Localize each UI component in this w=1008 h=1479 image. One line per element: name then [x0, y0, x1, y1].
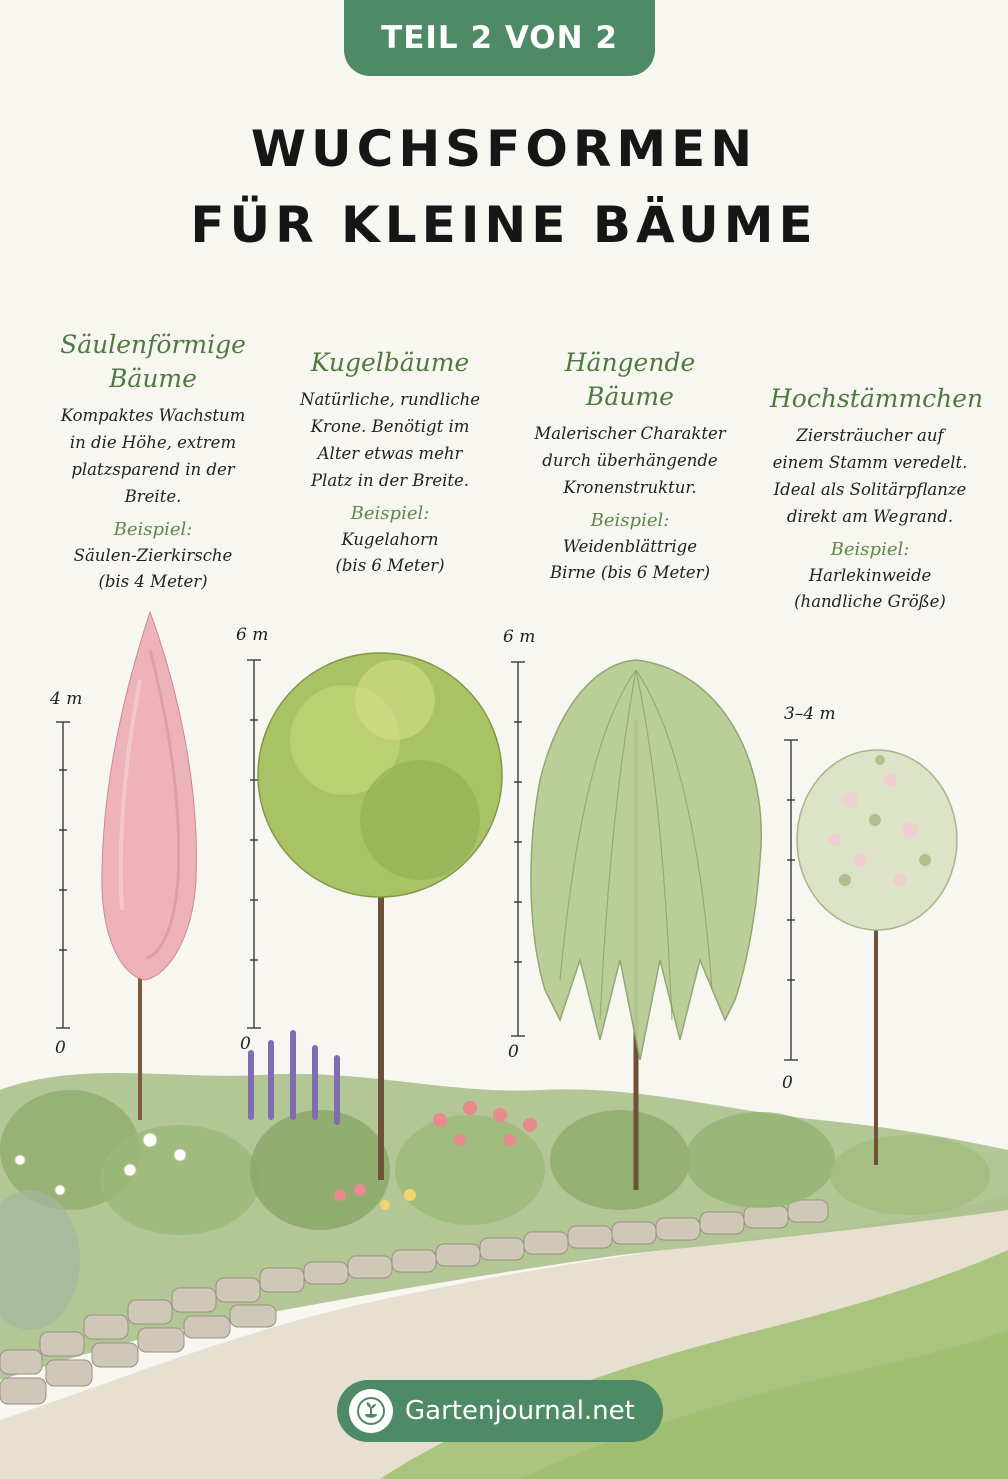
page-title-line-2: FÜR KLEINE BÄUME: [190, 196, 818, 254]
example-line: Säulen-Zierkirsche: [73, 546, 233, 565]
scale-bottom-label: 0: [55, 1038, 66, 1058]
column-standard-trees: [770, 382, 984, 615]
column-description: [58, 402, 248, 510]
example-label: Beispiel:: [830, 539, 910, 560]
column-heading: Kugelbäume: [310, 348, 470, 377]
description-line: platzsparend in der: [71, 460, 235, 479]
scale-top-label: 3–4 m: [784, 704, 836, 724]
description-line: direkt am Wegrand.: [786, 507, 954, 526]
gartenjournal-logo-icon: [349, 1389, 393, 1433]
example-line: (bis 4 Meter): [98, 572, 208, 591]
description-line: Natürliche, rundliche: [300, 390, 480, 409]
description-line: Krone. Benötigt im: [310, 417, 470, 436]
column-heading: Hängende: [564, 348, 696, 377]
example-line: (handliche Größe): [794, 592, 946, 611]
description-line: Kronenstruktur.: [563, 478, 697, 497]
description-line: durch überhängende: [542, 451, 718, 470]
footer-brand-pill[interactable]: [337, 1380, 663, 1442]
example-text: [770, 563, 970, 615]
description-line: Malerischer Charakter: [534, 424, 726, 443]
description-line: in die Höhe, extrem: [69, 433, 237, 452]
scale-bottom-label: 0: [240, 1034, 251, 1054]
column-weeping-trees: [530, 346, 730, 586]
column-heading: Säulenförmige: [60, 330, 246, 359]
column-globe-trees: [290, 346, 490, 579]
page-title-line-1: WUCHSFORMEN: [250, 120, 758, 178]
description-line: einem Stamm veredelt.: [772, 453, 968, 472]
example-label: Beispiel:: [590, 510, 670, 531]
example-label: Beispiel:: [350, 503, 430, 524]
example-line: (bis 6 Meter): [335, 556, 445, 575]
example-text: [290, 527, 490, 579]
scale-bottom-label: 0: [508, 1042, 519, 1062]
part-badge-text: TEIL 2 VON 2: [381, 20, 618, 56]
description-line: Ideal als Solitärpflanze: [773, 480, 967, 499]
description-line: Kompaktes Wachstum: [60, 406, 246, 425]
scale-bottom-label: 0: [782, 1073, 793, 1093]
scale-top-label: 6 m: [236, 625, 269, 645]
description-line: Platz in der Breite.: [310, 471, 470, 490]
columnar-cherry-tree: [102, 612, 197, 1120]
example-line: Kugelahorn: [341, 530, 439, 549]
column-columnar-trees: [58, 328, 248, 595]
description-line: Ziersträucher auf: [796, 426, 944, 445]
example-line: Harlekinweide: [808, 566, 932, 585]
example-line: Weidenblättrige: [562, 537, 698, 556]
example-label: Beispiel:: [113, 519, 193, 540]
harlequin-willow-tree: [797, 750, 957, 1165]
scale-top-label: 6 m: [503, 627, 536, 647]
description-line: Alter etwas mehr: [317, 444, 463, 463]
footer-brand-text: Gartenjournal.net: [405, 1396, 635, 1426]
part-badge: [344, 0, 655, 76]
scale-top-label: 4 m: [50, 689, 83, 709]
example-line: Birne (bis 6 Meter): [549, 563, 711, 582]
column-heading-line-2: Bäume: [109, 364, 197, 393]
example-text: [58, 543, 248, 595]
example-text: [530, 534, 730, 586]
column-description: [770, 422, 970, 530]
column-heading-line-2: Bäume: [586, 382, 674, 411]
description-line: Breite.: [124, 487, 182, 506]
column-heading: Hochstämmchen: [770, 384, 984, 413]
column-description: [290, 386, 490, 494]
column-description: [530, 420, 730, 501]
